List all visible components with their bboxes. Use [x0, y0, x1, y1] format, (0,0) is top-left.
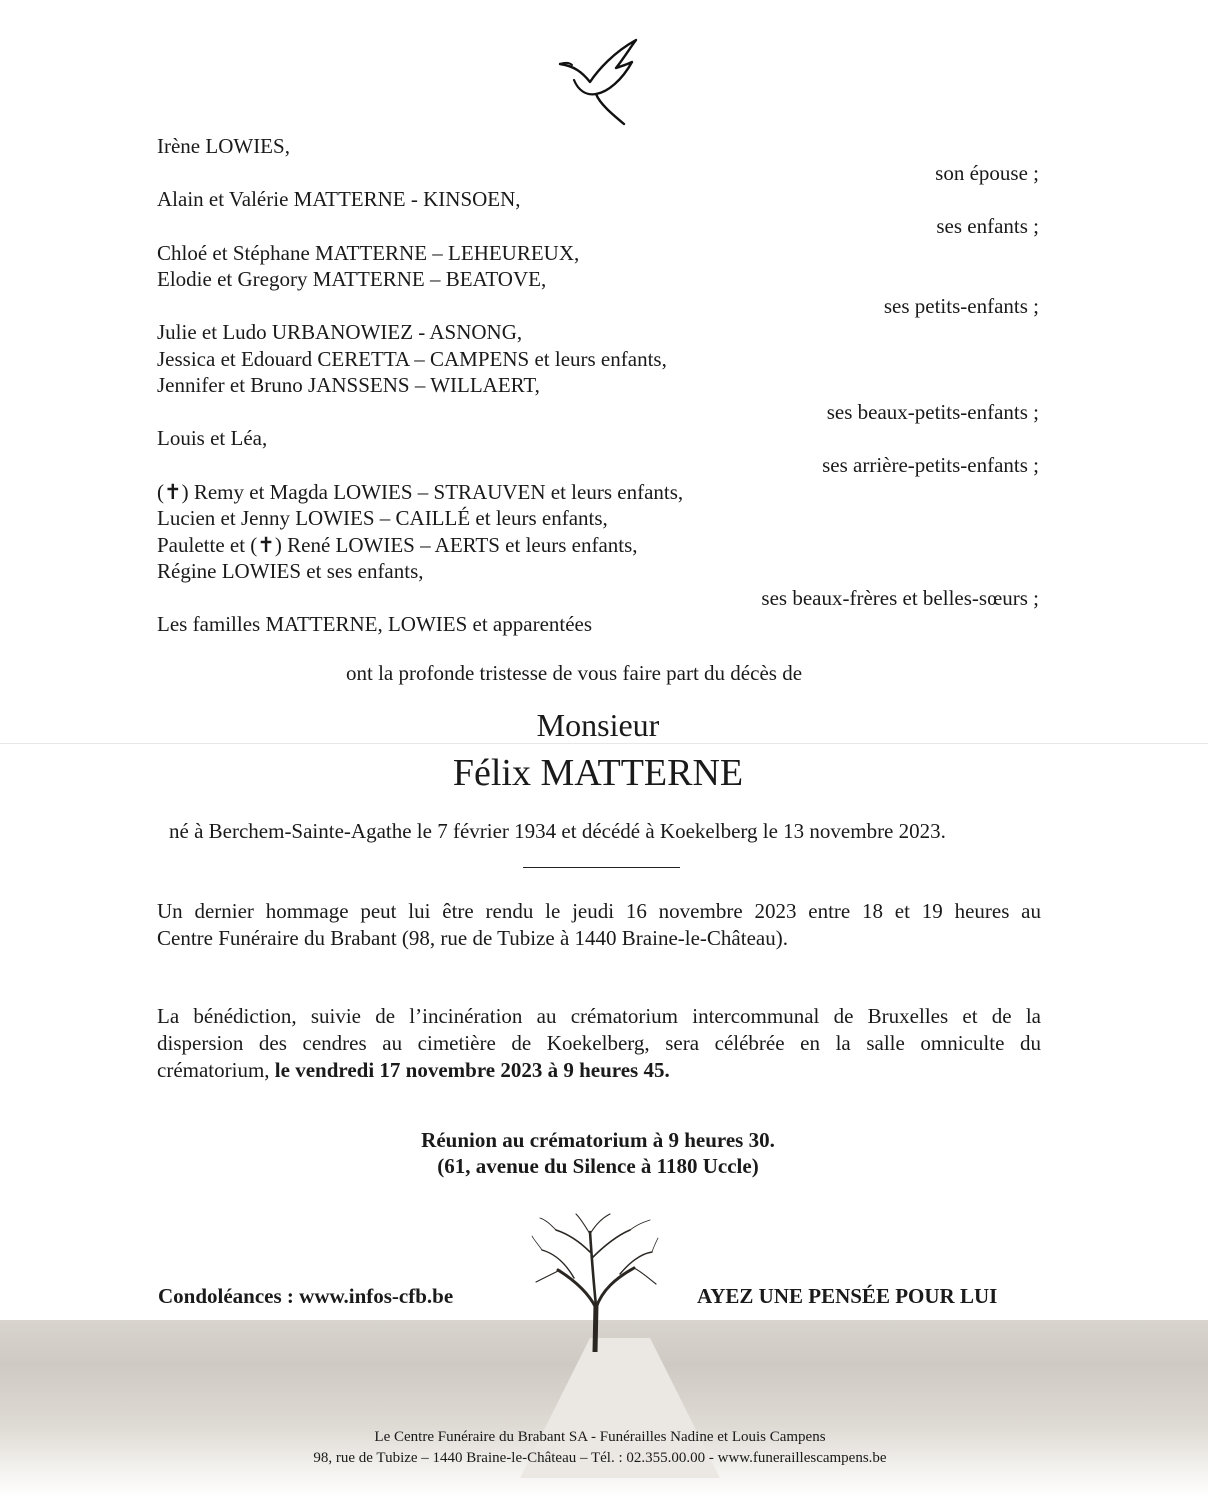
footer-line-1: Le Centre Funéraire du Brabant SA - Funérailles Nadine et Louis Campens: [374, 1429, 826, 1445]
dove-icon: [556, 36, 642, 128]
family-name-line: Jessica et Edouard CERETTA – CAMPENS et leurs enfants,: [157, 347, 667, 371]
homage-paragraph: [157, 898, 1041, 952]
family-name-line: Irène LOWIES,: [157, 134, 290, 158]
relation-label: ses beaux-frères et belles-sœurs ;: [761, 586, 1039, 610]
ceremony-line-3-plain: crématorium,: [157, 1058, 270, 1082]
homage-line-2: Centre Funéraire du Brabant (98, rue de Tubize à 1440 Braine-le-Château).: [157, 926, 788, 950]
family-name-line: Julie et Ludo URBANOWIEZ - ASNONG,: [157, 320, 523, 344]
ceremony-line-1: La bénédiction, suivie de l’incinération au crématorium intercommunal de Bruxelles et de la: [157, 1004, 1041, 1028]
birth-death-text: né à Berchem-Sainte-Agathe le 7 février 1934 et décédé à Koekelberg le 13 novembre 2023.: [169, 819, 946, 843]
family-name-line: (✝) Remy et Magda LOWIES – STRAUVEN et leurs enfants,: [157, 480, 684, 504]
family-name-line: Jennifer et Bruno JANSSENS – WILLAERT,: [157, 373, 540, 397]
family-name-line: Les familles MATTERNE, LOWIES et apparentées: [157, 612, 593, 636]
ceremony-date-time: le vendredi 17 novembre 2023 à 9 heures 45.: [274, 1058, 670, 1082]
meeting-line-2: (61, avenue du Silence à 1180 Uccle): [437, 1154, 759, 1178]
announcement-text: ont la profonde tristesse de vous faire part du décès de: [346, 661, 803, 685]
family-name-line: Elodie et Gregory MATTERNE – BEATOVE,: [157, 267, 547, 291]
meeting-line-1: Réunion au crématorium à 9 heures 30.: [421, 1128, 775, 1152]
family-name-line: Alain et Valérie MATTERNE - KINSOEN,: [157, 187, 521, 211]
family-name-line: Chloé et Stéphane MATTERNE – LEHEUREUX,: [157, 241, 580, 265]
thought-text: AYEZ UNE PENSÉE POUR LUI: [697, 1284, 998, 1308]
condolences-link[interactable]: Condoléances : www.infos-cfb.be: [158, 1284, 454, 1308]
family-name-line: Paulette et (✝) René LOWIES – AERTS et leurs enfants,: [157, 533, 638, 557]
relation-label: ses beaux-petits-enfants ;: [826, 400, 1039, 424]
separator-line: [523, 867, 680, 868]
honorific: Monsieur: [536, 707, 660, 743]
relation-label: ses petits-enfants ;: [883, 294, 1039, 318]
family-name-line: Louis et Léa,: [157, 426, 268, 450]
family-name-line: Régine LOWIES et ses enfants,: [157, 559, 424, 583]
relation-label: son épouse ;: [935, 161, 1039, 185]
relation-label: ses enfants ;: [936, 214, 1039, 238]
footer-line-2: 98, rue de Tubize – 1440 Braine-le-Château – Tél. : 02.355.00.00 - www.funeraillescampens.be: [313, 1450, 887, 1466]
ceremony-line-2: dispersion des cendres au cimetière de Koekelberg, sera célébrée en la salle omniculte du: [157, 1031, 1041, 1055]
family-name-line: Lucien et Jenny LOWIES – CAILLÉ et leurs enfants,: [157, 506, 608, 530]
homage-line-1: Un dernier hommage peut lui être rendu le jeudi 16 novembre 2023 entre 18 et 19 heures au: [157, 899, 1041, 923]
relation-label: ses arrière-petits-enfants ;: [822, 453, 1039, 477]
ceremony-paragraph: [157, 1003, 1041, 1084]
ceremony-line-3: [157, 1057, 1041, 1084]
deceased-name: Félix MATTERNE: [452, 752, 744, 794]
tree-image: [530, 1212, 660, 1352]
